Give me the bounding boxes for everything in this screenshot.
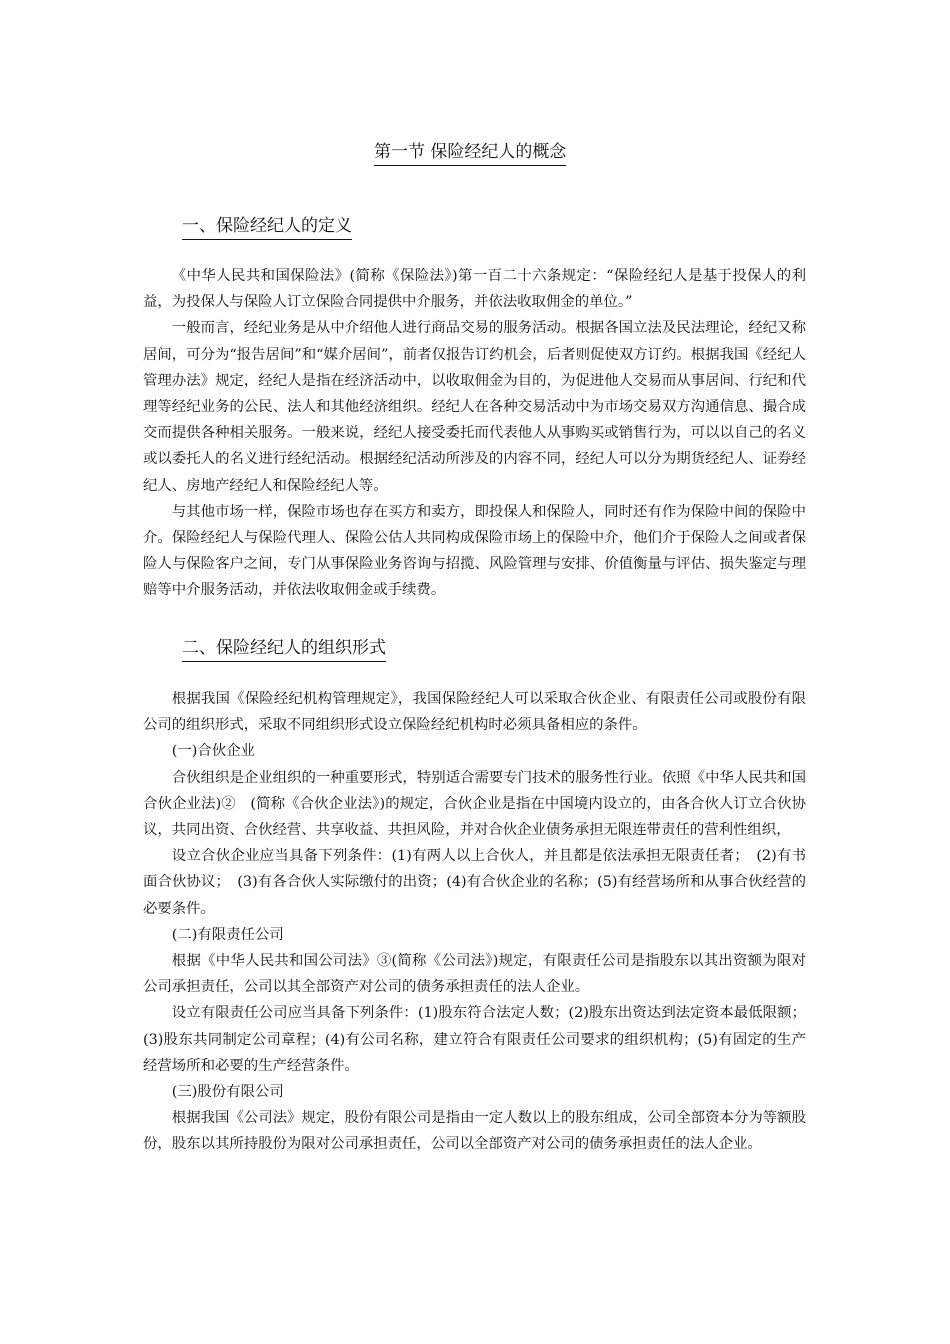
heading-organization-forms: 二、保险经纪人的组织形式 — [182, 636, 386, 662]
paragraph: 合伙组织是企业组织的一种重要形式，特别适合需要专门技术的服务性行业。依照《中华人民共和国合伙企业法)② (简称《合伙企业法》)的规定，合伙企业是指在中国境内设立的，由各合伙人订立合伙协议，共同出资、合伙经营、共享收益、共担风险，并对合伙企业债务承担无限连带责任的营利性组织， — [143, 769, 806, 839]
section2-body — [143, 686, 806, 1158]
paragraph: 《中华人民共和国保险法》(简称《保险法》)第一百二十六条规定：“保险经纪人是基于投保人的利益，为投保人与保险人订立保险合同提供中介服务，并依法收取佣金的单位。” — [143, 268, 806, 311]
paragraph: 根据我国《保险经纪机构管理规定》，我国保险经纪人可以采取合伙企业、有限责任公司或股份有限公司的组织形式，采取不同组织形式设立保险经纪机构时必须具备相应的条件。 — [143, 691, 806, 734]
paragraph: 一般而言，经纪业务是从中介绍他人进行商品交易的服务活动。根据各国立法及民法理论，经纪又称居间，可分为“报告居间”和“媒介居间”，前者仅报告订约机会，后者则促使双方订约。根据我国《经纪人管理办法》规定，经纪人是指在经济活动中，以收取佣金为目的，为促进他人交易而从事居间、行纪和代理等经纪业务的公民、法人和其他经济组织。经纪人在各种交易活动中为市场交易双方沟通信息、撮合成交而提供各种相关服务。一般来说，经纪人接受委托而代表他人从事购买或销售行为，可以以自己的名义或以委托人的名义进行经纪活动。根据经纪活动所涉及的内容不同，经纪人可以分为期货经纪人、证券经纪人、房地产经纪人和保险经纪人等。 — [143, 320, 806, 494]
section-title: 第一节 保险经纪人的概念 — [374, 140, 566, 166]
paragraph: 与其他市场一样，保险市场也存在买方和卖方，即投保人和保险人，同时还有作为保险中间的保险中介。保险经纪人与保险代理人、保险公估人共同构成保险市场上的保险中介，他们介于保险人之间或者保险人与保险客户之间，专门从事保险业务咨询与招揽、风险管理与安排、价值衡量与评估、损失鉴定与理赔等中介服务活动，并依法收取佣金或手续费。 — [143, 503, 806, 599]
section1-body — [143, 263, 806, 604]
paragraph: 根据我国《公司法》规定，股份有限公司是指由一定人数以上的股东组成，公司全部资本分为等额股份，股东以其所持股份为限对公司承担责任，公司以全部资产对公司的债务承担责任的法人企业。 — [143, 1110, 806, 1153]
paragraph: 根据《中华人民共和国公司法》③(简称《公司法》)规定，有限责任公司是指股东以其出资额为限对公司承担责任，公司以其全部资产对公司的债务承担责任的法人企业。 — [143, 953, 806, 996]
paragraph: 设立有限责任公司应当具备下列条件：(1)股东符合法定人数；(2)股东出资达到法定资本最低限额；(3)股东共同制定公司章程；(4)有公司名称，建立符合有限责任公司要求的组织机构；(5)有固定的生产经营场所和必要的生产经营条件。 — [143, 1005, 806, 1074]
subheading-limited-liability: (二)有限责任公司 — [171, 926, 284, 943]
subheading-partnership: (一)合伙企业 — [171, 743, 255, 760]
paragraph: 设立合伙企业应当具备下列条件：(1)有两人以上合伙人，并且都是依法承担无限责任者； (2)有书面合伙协议； (3)有各合伙人实际缴付的出资；(4)有合伙企业的名称；(5)有经营场所和从事合伙经营的必要条件。 — [143, 848, 806, 917]
subheading-joint-stock: (三)股份有限公司 — [171, 1084, 284, 1101]
heading-definition: 一、保险经纪人的定义 — [182, 214, 352, 240]
